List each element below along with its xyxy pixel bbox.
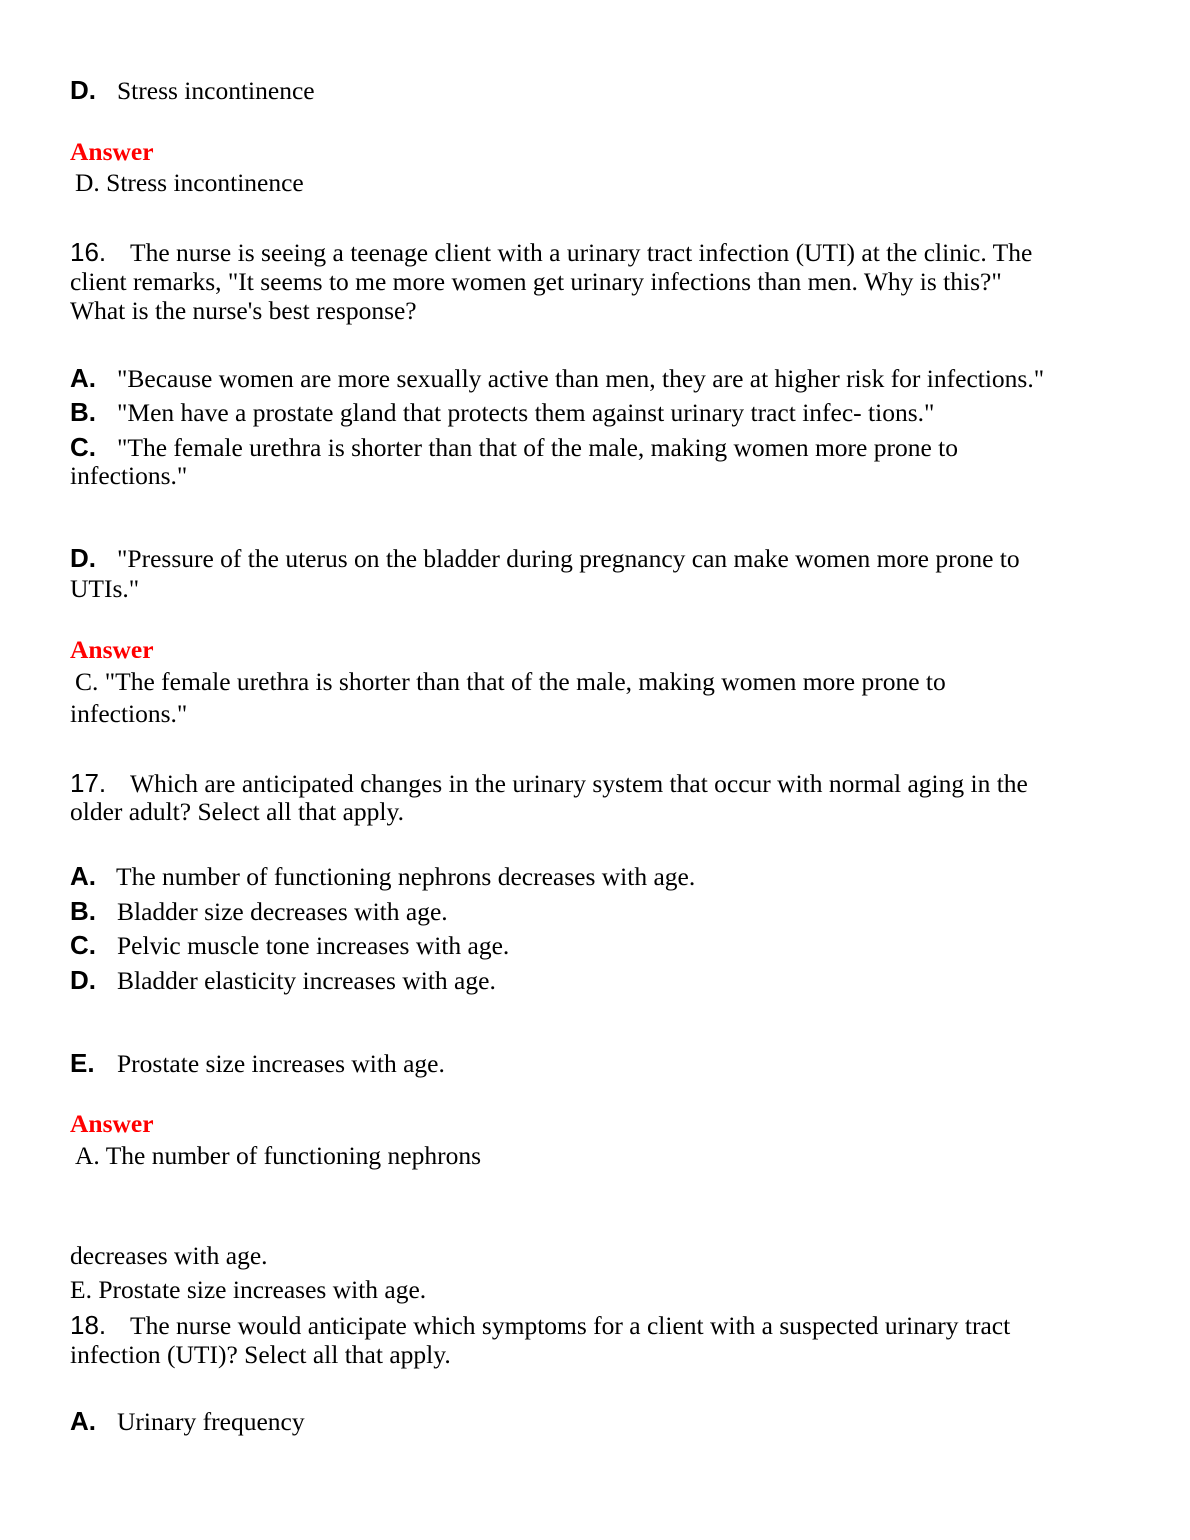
option-letter: E. — [70, 1048, 95, 1078]
question-18-line-1 — [70, 1310, 1010, 1341]
question-text: The nurse would anticipate which symptoms for a client with a suspected urinary tract — [130, 1311, 1011, 1340]
option-text: Pelvic muscle tone increases with age. — [117, 931, 510, 960]
q17-option-e — [70, 1048, 445, 1079]
answer-text-line-3: E. Prostate size increases with age. — [70, 1275, 427, 1304]
q17-option-d — [70, 965, 496, 996]
q16-option-c — [70, 432, 958, 463]
option-letter: D. — [70, 543, 96, 573]
option-letter: C. — [70, 930, 96, 960]
answer-text-line-1: A. The number of functioning nephrons — [75, 1141, 482, 1170]
question-number: 18. — [70, 1310, 107, 1340]
option-text: "Pressure of the uterus on the bladder during pregnancy can make women more prone to — [117, 544, 1020, 573]
question-17-line-1 — [70, 768, 1028, 799]
option-text: Bladder elasticity increases with age. — [117, 966, 496, 995]
answer-text-line-2: decreases with age. — [70, 1241, 268, 1270]
option-letter: A. — [70, 363, 96, 393]
option-text: Stress incontinence — [117, 76, 315, 105]
option-d — [70, 75, 315, 106]
q16-option-d — [70, 543, 1020, 574]
option-text: Bladder size decreases with age. — [117, 897, 448, 926]
option-letter: B. — [70, 397, 96, 427]
q17-option-b — [70, 896, 448, 927]
question-text: Which are anticipated changes in the urinary system that occur with normal aging in the — [130, 769, 1028, 798]
question-number: 16. — [70, 237, 107, 267]
question-18-line-2: infection (UTI)? Select all that apply. — [70, 1340, 451, 1369]
answer-text: D. Stress incontinence — [75, 168, 304, 197]
option-text: "Men have a prostate gland that protects them against urinary tract infec- tions." — [117, 398, 935, 427]
question-17-line-2: older adult? Select all that apply. — [70, 797, 404, 826]
question-text: The nurse is seeing a teenage client with a urinary tract infection (UTI) at the clinic. The — [130, 238, 1033, 267]
option-letter: B. — [70, 896, 96, 926]
q18-option-a — [70, 1406, 305, 1437]
answer-label: Answer — [70, 1109, 154, 1138]
question-16-line-3: What is the nurse's best response? — [70, 296, 417, 325]
q16-option-c-continued: infections." — [70, 461, 188, 490]
q16-option-a — [70, 363, 1044, 394]
option-text: The number of functioning nephrons decreases with age. — [116, 862, 696, 891]
answer-text-line-2: infections." — [70, 699, 188, 728]
answer-label: Answer — [70, 635, 154, 664]
option-letter: A. — [70, 1406, 96, 1436]
option-letter: A. — [70, 861, 96, 891]
answer-text-line-1: C. "The female urethra is shorter than that of the male, making women more prone to — [75, 667, 946, 696]
option-text: Prostate size increases with age. — [117, 1049, 445, 1078]
option-text: "The female urethra is shorter than that of the male, making women more prone to — [117, 433, 959, 462]
question-number: 17. — [70, 768, 107, 798]
q16-option-b — [70, 397, 934, 428]
option-letter: C. — [70, 432, 96, 462]
question-16-line-2: client remarks, "It seems to me more women get urinary infections than men. Why is this?" — [70, 267, 1002, 296]
q17-option-a — [70, 861, 695, 892]
q16-option-d-continued: UTIs." — [70, 574, 140, 603]
answer-label: Answer — [70, 137, 154, 166]
option-letter: D. — [70, 75, 96, 105]
option-letter: D. — [70, 965, 96, 995]
option-text: "Because women are more sexually active than men, they are at higher risk for infections." — [117, 364, 1045, 393]
question-16-line-1 — [70, 237, 1032, 268]
option-text: Urinary frequency — [117, 1407, 305, 1436]
q17-option-c — [70, 930, 509, 961]
